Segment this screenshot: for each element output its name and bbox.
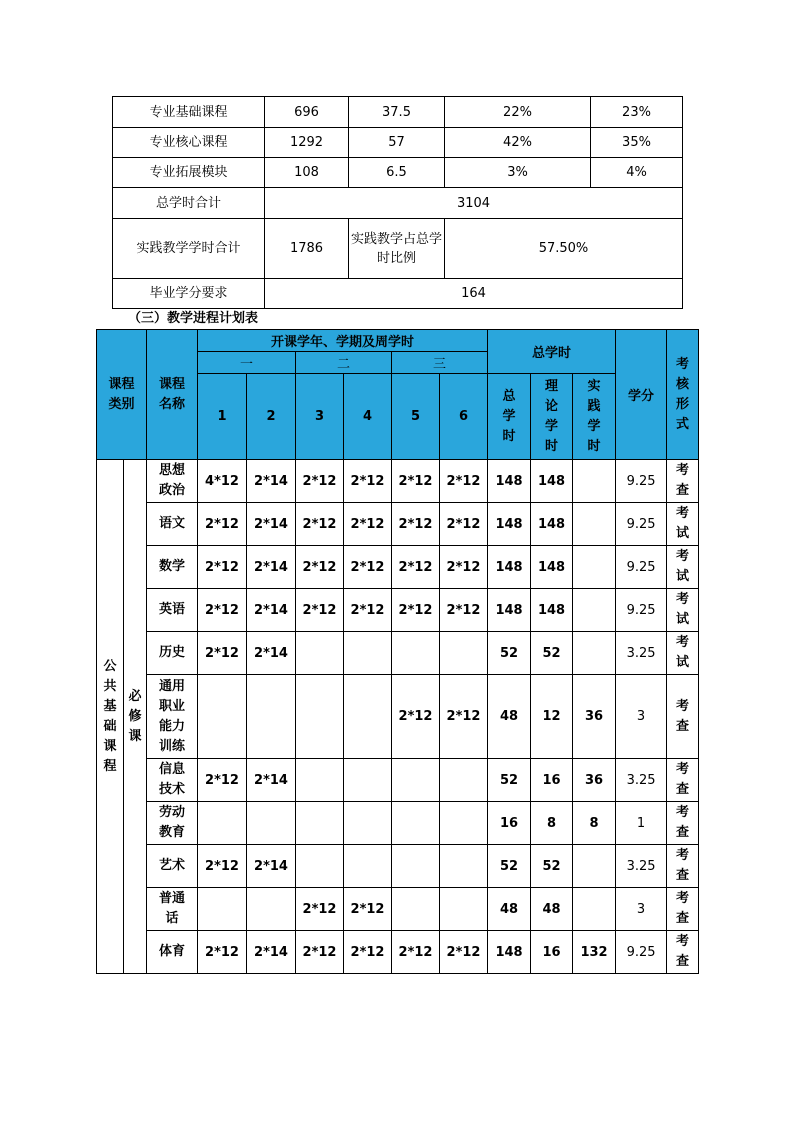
semester-hours: 2*12 [296, 931, 344, 974]
semester-hours [392, 845, 440, 888]
semester-hours [392, 888, 440, 931]
summary-credits: 6.5 [349, 158, 445, 188]
graduation-credits-value: 164 [265, 279, 683, 309]
practice-hours-value: 1786 [265, 219, 349, 279]
credits: 9.25 [616, 546, 667, 589]
header-exam: 考核形式 [667, 330, 699, 460]
summary-graduation-row [113, 279, 683, 309]
semester-hours [440, 632, 488, 675]
exam-type: 考试 [667, 546, 699, 589]
summary-credits: 37.5 [349, 97, 445, 128]
summary-row [113, 128, 683, 158]
semester-hours: 2*12 [392, 546, 440, 589]
teaching-plan-table [96, 329, 699, 974]
credits: 3 [616, 675, 667, 759]
semester-hours: 2*12 [296, 460, 344, 503]
practice-ratio-value: 57.50% [445, 219, 683, 279]
practice-hours [573, 460, 616, 503]
course-row [97, 802, 699, 845]
course-name: 信息技术 [147, 759, 198, 802]
exam-type: 考试 [667, 503, 699, 546]
header-semester-5: 5 [392, 374, 440, 460]
credits: 9.25 [616, 503, 667, 546]
summary-row [113, 97, 683, 128]
header-sub-theory: 理论学时 [531, 374, 573, 460]
semester-hours: 2*14 [247, 931, 296, 974]
semester-hours: 2*12 [440, 503, 488, 546]
summary-hours: 696 [265, 97, 349, 128]
semester-hours: 2*12 [198, 931, 247, 974]
course-name: 通用职业能力训练 [147, 675, 198, 759]
header-category: 课程类别 [97, 330, 147, 460]
semester-hours [296, 845, 344, 888]
credits: 3 [616, 888, 667, 931]
summary-pct-credits: 35% [591, 128, 683, 158]
total-hours: 52 [488, 759, 531, 802]
header-semester-4: 4 [344, 374, 392, 460]
theory-hours: 52 [531, 845, 573, 888]
practice-hours: 36 [573, 759, 616, 802]
exam-type: 考查 [667, 931, 699, 974]
summary-table [112, 96, 683, 309]
practice-hours: 8 [573, 802, 616, 845]
semester-hours: 2*12 [344, 546, 392, 589]
exam-type: 考查 [667, 845, 699, 888]
course-name: 历史 [147, 632, 198, 675]
credits: 3.25 [616, 759, 667, 802]
exam-type: 考查 [667, 460, 699, 503]
summary-pct-credits: 23% [591, 97, 683, 128]
semester-hours: 2*14 [247, 546, 296, 589]
semester-hours: 2*12 [296, 546, 344, 589]
exam-type: 考查 [667, 759, 699, 802]
semester-hours: 2*12 [392, 931, 440, 974]
practice-hours-label: 实践教学学时合计 [113, 219, 265, 279]
header-year-1: 一 [198, 352, 296, 374]
header-year-2: 二 [296, 352, 392, 374]
semester-hours: 2*12 [392, 503, 440, 546]
credits: 1 [616, 802, 667, 845]
semester-hours [198, 802, 247, 845]
theory-hours: 148 [531, 503, 573, 546]
theory-hours: 148 [531, 546, 573, 589]
course-row [97, 888, 699, 931]
header-year-3: 三 [392, 352, 488, 374]
credits: 9.25 [616, 460, 667, 503]
total-hours: 52 [488, 632, 531, 675]
semester-hours: 2*14 [247, 632, 296, 675]
summary-pct-hours: 22% [445, 97, 591, 128]
theory-hours: 16 [531, 759, 573, 802]
semester-hours: 2*12 [440, 675, 488, 759]
course-name: 数学 [147, 546, 198, 589]
course-name: 思想政治 [147, 460, 198, 503]
course-row [97, 759, 699, 802]
semester-hours [344, 675, 392, 759]
course-subcategory: 必修课 [124, 460, 147, 974]
theory-hours: 16 [531, 931, 573, 974]
semester-hours: 2*14 [247, 759, 296, 802]
practice-hours [573, 888, 616, 931]
semester-hours: 2*12 [198, 759, 247, 802]
practice-hours [573, 632, 616, 675]
semester-hours: 2*12 [198, 589, 247, 632]
summary-row [113, 158, 683, 188]
exam-type: 考查 [667, 802, 699, 845]
course-row [97, 632, 699, 675]
semester-hours [296, 632, 344, 675]
semester-hours [296, 759, 344, 802]
semester-hours: 2*12 [392, 675, 440, 759]
exam-type: 考试 [667, 632, 699, 675]
semester-hours: 2*12 [440, 589, 488, 632]
exam-type: 考试 [667, 589, 699, 632]
semester-hours: 2*12 [198, 503, 247, 546]
practice-hours [573, 546, 616, 589]
exam-type: 考查 [667, 888, 699, 931]
semester-hours [440, 759, 488, 802]
summary-course-name: 专业核心课程 [113, 128, 265, 158]
header-semester-1: 1 [198, 374, 247, 460]
credits: 3.25 [616, 845, 667, 888]
semester-hours [344, 802, 392, 845]
semester-hours: 2*12 [198, 546, 247, 589]
theory-hours: 148 [531, 589, 573, 632]
semester-hours: 2*14 [247, 589, 296, 632]
semester-hours: 2*12 [296, 888, 344, 931]
semester-hours [296, 802, 344, 845]
summary-pct-credits: 4% [591, 158, 683, 188]
header-semester-2: 2 [247, 374, 296, 460]
semester-hours [247, 802, 296, 845]
course-name: 普通话 [147, 888, 198, 931]
semester-hours: 2*12 [344, 931, 392, 974]
summary-total-row [113, 188, 683, 219]
total-hours: 52 [488, 845, 531, 888]
course-name: 劳动教育 [147, 802, 198, 845]
semester-hours: 2*12 [392, 460, 440, 503]
total-hours: 16 [488, 802, 531, 845]
summary-pct-hours: 42% [445, 128, 591, 158]
semester-hours [392, 632, 440, 675]
total-hours: 148 [488, 931, 531, 974]
semester-hours: 2*14 [247, 460, 296, 503]
summary-practice-row [113, 219, 683, 279]
header-sub-practice: 实践学时 [573, 374, 616, 460]
header-sub-total: 总学时 [488, 374, 531, 460]
theory-hours: 52 [531, 632, 573, 675]
course-row [97, 675, 699, 759]
semester-hours: 2*14 [247, 845, 296, 888]
course-row [97, 845, 699, 888]
total-hours-label: 总学时合计 [113, 188, 265, 219]
theory-hours: 148 [531, 460, 573, 503]
practice-hours: 36 [573, 675, 616, 759]
semester-hours: 2*12 [344, 589, 392, 632]
semester-hours [344, 759, 392, 802]
total-hours: 148 [488, 546, 531, 589]
semester-hours: 2*12 [392, 589, 440, 632]
total-hours: 148 [488, 503, 531, 546]
semester-hours [392, 802, 440, 845]
summary-hours: 108 [265, 158, 349, 188]
summary-hours: 1292 [265, 128, 349, 158]
practice-hours [573, 589, 616, 632]
summary-course-name: 专业拓展模块 [113, 158, 265, 188]
course-name: 语文 [147, 503, 198, 546]
semester-hours [344, 845, 392, 888]
course-row [97, 589, 699, 632]
semester-hours: 4*12 [198, 460, 247, 503]
course-row [97, 460, 699, 503]
semester-hours: 2*12 [344, 503, 392, 546]
semester-hours: 2*12 [344, 460, 392, 503]
total-hours: 48 [488, 888, 531, 931]
semester-hours: 2*12 [198, 845, 247, 888]
semester-hours [440, 888, 488, 931]
credits: 9.25 [616, 589, 667, 632]
course-name: 英语 [147, 589, 198, 632]
credits: 3.25 [616, 632, 667, 675]
course-row [97, 931, 699, 974]
header-schedule: 开课学年、学期及周学时 [198, 330, 488, 352]
semester-hours [440, 802, 488, 845]
practice-hours: 132 [573, 931, 616, 974]
semester-hours: 2*14 [247, 503, 296, 546]
course-row [97, 546, 699, 589]
summary-credits: 57 [349, 128, 445, 158]
semester-hours [247, 675, 296, 759]
graduation-credits-label: 毕业学分要求 [113, 279, 265, 309]
semester-hours [296, 675, 344, 759]
credits: 9.25 [616, 931, 667, 974]
summary-pct-hours: 3% [445, 158, 591, 188]
summary-course-name: 专业基础课程 [113, 97, 265, 128]
semester-hours [344, 632, 392, 675]
total-hours: 48 [488, 675, 531, 759]
practice-hours [573, 503, 616, 546]
semester-hours: 2*12 [440, 460, 488, 503]
total-hours: 148 [488, 589, 531, 632]
header-total-hours: 总学时 [488, 330, 616, 374]
theory-hours: 12 [531, 675, 573, 759]
semester-hours [440, 845, 488, 888]
course-name: 艺术 [147, 845, 198, 888]
total-hours-value: 3104 [265, 188, 683, 219]
section-title: （三）教学进程计划表 [128, 311, 259, 326]
semester-hours: 2*12 [440, 931, 488, 974]
course-category: 公共基础课程 [97, 460, 124, 974]
practice-ratio-label: 实践教学占总学时比例 [349, 219, 445, 279]
semester-hours [198, 888, 247, 931]
header-credits: 学分 [616, 330, 667, 460]
theory-hours: 48 [531, 888, 573, 931]
header-semester-6: 6 [440, 374, 488, 460]
practice-hours [573, 845, 616, 888]
semester-hours [247, 888, 296, 931]
total-hours: 148 [488, 460, 531, 503]
semester-hours: 2*12 [344, 888, 392, 931]
header-semester-3: 3 [296, 374, 344, 460]
semester-hours: 2*12 [296, 503, 344, 546]
semester-hours [198, 675, 247, 759]
course-row [97, 503, 699, 546]
header-course-name: 课程名称 [147, 330, 198, 460]
course-name: 体育 [147, 931, 198, 974]
semester-hours: 2*12 [296, 589, 344, 632]
semester-hours: 2*12 [198, 632, 247, 675]
semester-hours: 2*12 [440, 546, 488, 589]
semester-hours [392, 759, 440, 802]
exam-type: 考查 [667, 675, 699, 759]
theory-hours: 8 [531, 802, 573, 845]
